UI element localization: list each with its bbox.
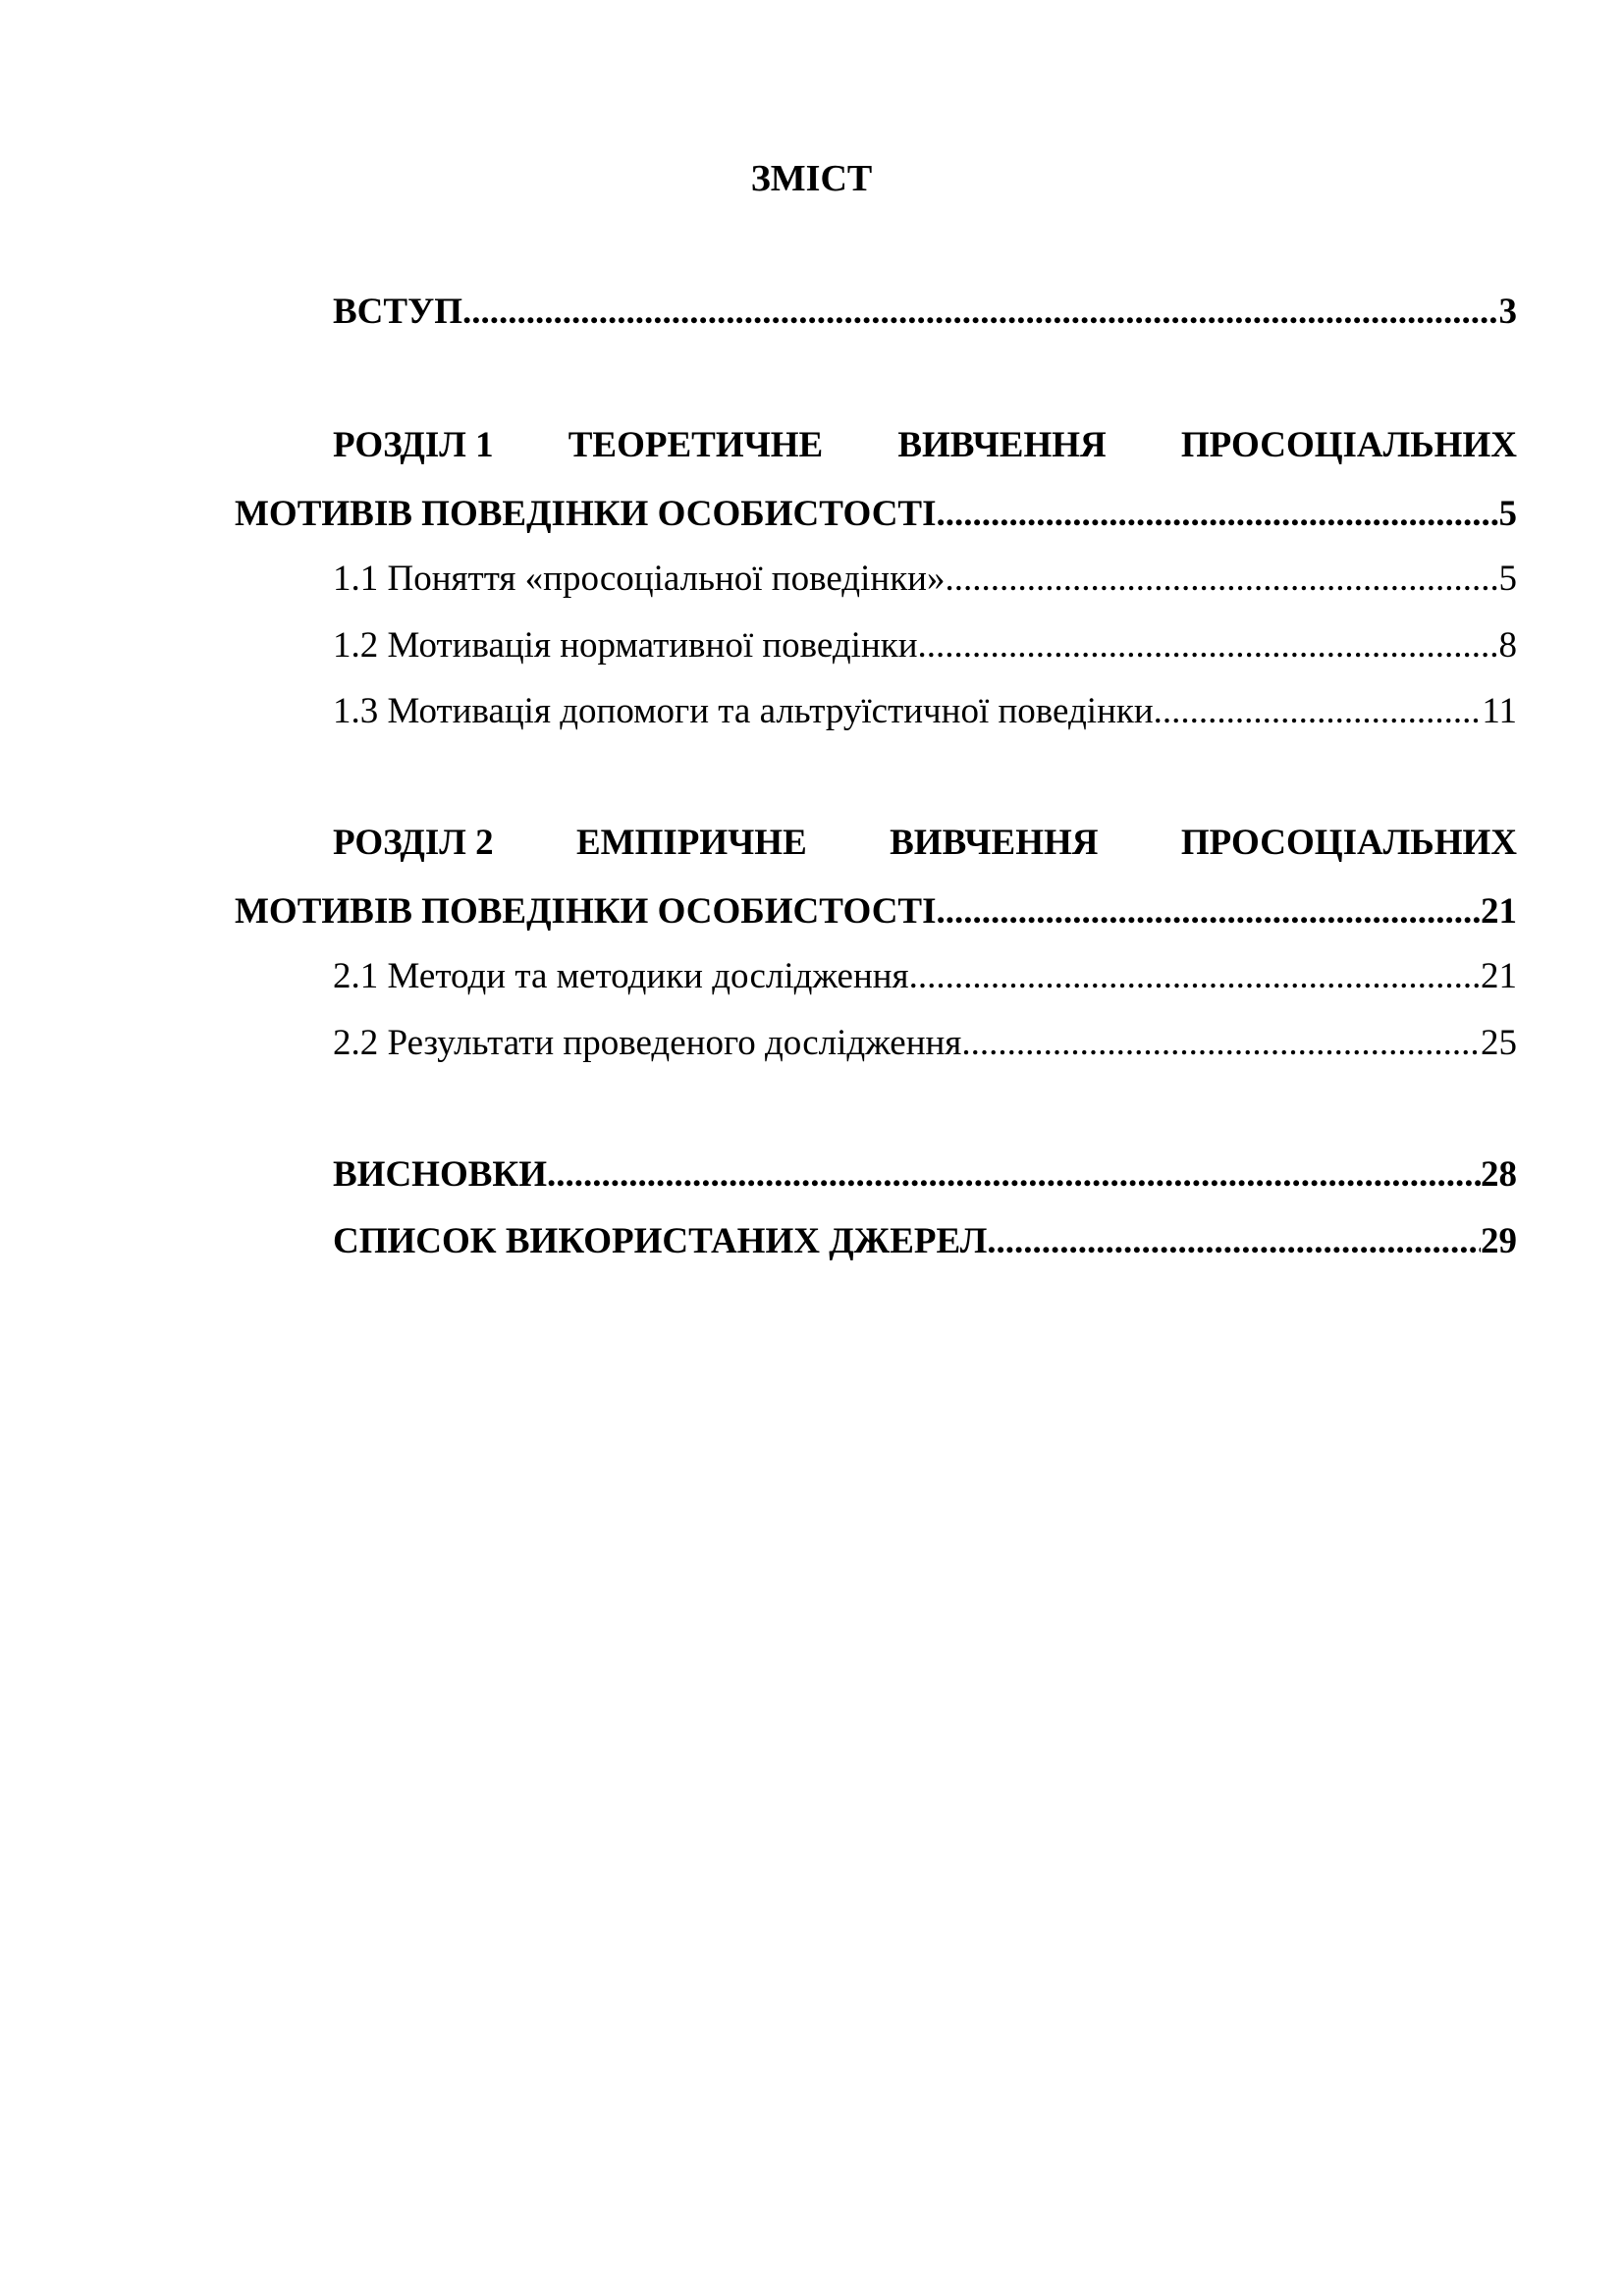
- dot-leader: [945, 558, 1498, 601]
- dot-leader: [1154, 690, 1483, 733]
- toc-entry-page: 5: [1498, 559, 1517, 599]
- toc-entry-intro[interactable]: [333, 291, 1517, 334]
- toc-entry-page: 5: [1498, 494, 1517, 534]
- toc-section2-heading-line2[interactable]: [235, 890, 1517, 934]
- toc-entry-page: 8: [1498, 625, 1517, 666]
- toc-subsection-2-1[interactable]: [333, 955, 1517, 998]
- toc-entry-references[interactable]: [333, 1220, 1517, 1263]
- dot-leader: [987, 1220, 1481, 1263]
- toc-entry-page: 21: [1481, 891, 1517, 932]
- toc-entry-label: 1.3 Мотивація допомоги та альтруїстичної поведінки: [333, 691, 1154, 731]
- toc-entry-page: 28: [1481, 1154, 1517, 1195]
- toc-entry-label: СПИСОК ВИКОРИСТАНИХ ДЖЕРЕЛ: [333, 1221, 988, 1261]
- dot-leader: [937, 493, 1499, 536]
- heading-word: РОЗДІЛ 2: [333, 823, 494, 863]
- dot-leader: [547, 1153, 1481, 1197]
- heading-word: ПРОСОЦІАЛЬНИХ: [1180, 823, 1517, 863]
- toc-entry-label: 2.1 Методи та методики дослідження: [333, 956, 909, 996]
- heading-word: ТЕОРЕТИЧНЕ: [568, 425, 824, 465]
- heading-word: ВИВЧЕННЯ: [897, 425, 1107, 465]
- toc-section2-heading-line1[interactable]: [333, 822, 1517, 865]
- toc-subsection-2-2[interactable]: [333, 1022, 1517, 1065]
- toc-entry-page: 29: [1481, 1221, 1517, 1261]
- toc-entry-label: 1.2 Мотивація нормативної поведінки: [333, 625, 918, 666]
- toc-section1-heading-line2[interactable]: [235, 493, 1517, 536]
- dot-leader: [937, 890, 1482, 934]
- toc-entry-label: МОТИВІВ ПОВЕДІНКИ ОСОБИСТОСТІ: [235, 891, 937, 932]
- dot-leader: [909, 955, 1481, 998]
- heading-word: ЕМПІРИЧНЕ: [575, 823, 807, 863]
- toc-entry-label: ВИСНОВКИ: [333, 1154, 548, 1195]
- toc-entry-label: 1.1 Поняття «просоціальної поведінки»: [333, 559, 946, 599]
- toc-entry-page: 21: [1481, 956, 1517, 996]
- heading-word: ВИВЧЕННЯ: [890, 823, 1099, 863]
- dot-leader: [462, 291, 1498, 334]
- toc-section1-heading-line1[interactable]: [333, 424, 1517, 467]
- toc-entry-conclusions[interactable]: [333, 1153, 1517, 1197]
- toc-entry-page: 25: [1481, 1023, 1517, 1063]
- dot-leader: [918, 624, 1499, 667]
- heading-word: РОЗДІЛ 1: [333, 425, 494, 465]
- toc-subsection-1-2[interactable]: [333, 624, 1517, 667]
- toc-subsection-1-1[interactable]: [333, 558, 1517, 601]
- toc-entry-page: 3: [1498, 292, 1517, 332]
- toc-entry-label: 2.2 Результати проведеного дослідження: [333, 1023, 962, 1063]
- toc-subsection-1-3[interactable]: [333, 690, 1517, 733]
- toc-entry-page: 11: [1482, 691, 1517, 731]
- toc-entry-label: ВСТУП: [333, 292, 463, 332]
- dot-leader: [961, 1022, 1481, 1065]
- toc-entry-label: МОТИВІВ ПОВЕДІНКИ ОСОБИСТОСТІ: [235, 494, 937, 534]
- toc-title: ЗМІСТ: [750, 158, 873, 199]
- heading-word: ПРОСОЦІАЛЬНИХ: [1180, 425, 1517, 465]
